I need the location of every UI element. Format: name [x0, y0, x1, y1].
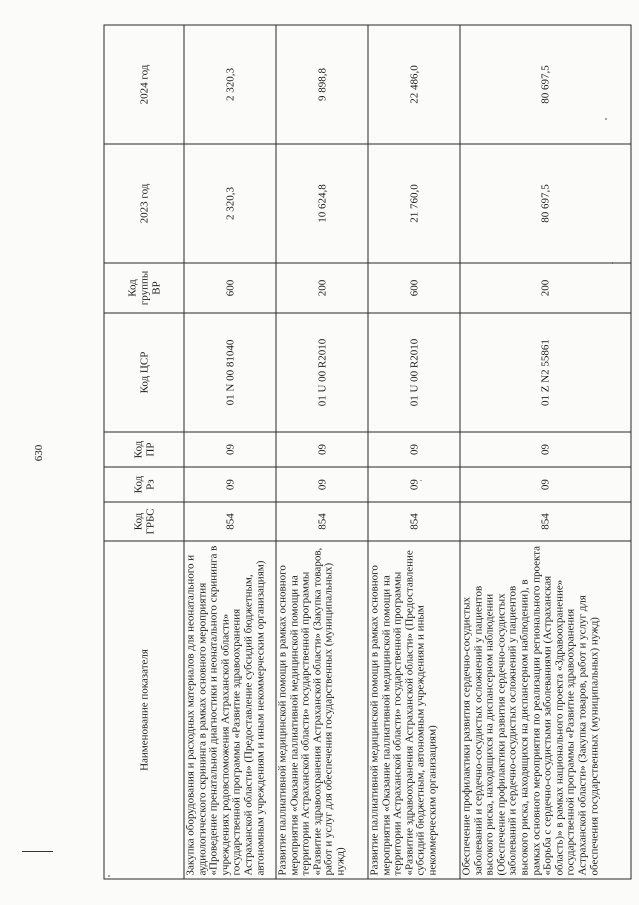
header-vr: Код группы ВР — [104, 263, 184, 313]
row-csr: 01 Z N2 55861 — [460, 313, 631, 432]
row-grbs: 854 — [460, 502, 631, 541]
row-csr: 01 N 00 81040 — [184, 313, 276, 432]
row-grbs: 854 — [276, 502, 368, 541]
row-vr: 600 — [184, 263, 276, 313]
table-row — [184, 25, 276, 879]
header-name: Наименование показателя — [104, 541, 184, 879]
row-name: Обеспечение профилактики развития сердечно-сосудистых заболеваний и сердечно-сосудистых осложнений у пациентов высокого риска, находящихся на диспансерном наблюдении (Обеспечение профилактики развития сердечно-сосудистых заболеваний и сердечно-сосудистых осложнений у пациентов высокого риска, находящихся на диспансерном наблюдении), в рамках основного мероприятия по реализации регионального проекта «Борьба с сердечно-сосудистыми заболеваниями (Астраханская область)» в рамках национального проекта «Здравоохранение» государственной программы «Развитие здравоохранения Астраханской области» (Закупка товаров, работ и услуг для обеспечения государственных (муниципальных) нужд) — [460, 541, 631, 879]
header-2023: 2023 год — [104, 144, 184, 263]
row-rz: 09 — [460, 467, 631, 502]
row-2023: 10 624,8 — [276, 144, 368, 263]
row-rz: 09 — [368, 467, 460, 502]
row-grbs: 854 — [184, 502, 276, 541]
row-vr: 600 — [368, 263, 460, 313]
header-rz: Код Рз — [104, 467, 184, 502]
row-rz: 09 — [184, 467, 276, 502]
row-2023: 80 697,5 — [460, 144, 631, 263]
row-grbs: 854 — [368, 502, 460, 541]
row-2024: 80 697,5 — [460, 25, 631, 144]
row-2024: 22 486,0 — [368, 25, 460, 144]
page-number: 630 — [33, 444, 45, 462]
row-name: Развитие паллиативной медицинской помощи в рамках основного мероприятия «Оказание паллиативной медицинской помощи на территории Астраханской области» государственной программы «Развитие здравоохранения Астраханской области» (Предоставление субсидий бюджетным, автономным учреждениям и иным некоммерческим организациям) — [368, 541, 460, 879]
row-csr: 01 U 00 R2010 — [276, 313, 368, 432]
table-row — [276, 25, 368, 879]
header-csr: Код ЦСР — [104, 313, 184, 432]
table-header-row — [104, 25, 184, 879]
row-2023: 21 760,0 — [368, 144, 460, 263]
row-pr: 09 — [184, 432, 276, 467]
row-rz: 09 — [276, 467, 368, 502]
table-row — [460, 25, 631, 879]
rotated-table-wrapper — [103, 25, 629, 880]
footnote-rule — [22, 851, 53, 852]
header-pr: Код ПР — [104, 432, 184, 467]
row-2024: 2 320,3 — [184, 25, 276, 144]
row-vr: 200 — [276, 263, 368, 313]
row-2024: 9 898,8 — [276, 25, 368, 144]
row-csr: 01 U 00 R2010 — [368, 313, 460, 432]
row-pr: 09 — [460, 432, 631, 467]
row-vr: 200 — [460, 263, 631, 313]
row-2023: 2 320,3 — [184, 144, 276, 263]
header-2024: 2024 год — [104, 25, 184, 144]
budget-table — [103, 25, 631, 880]
row-pr: 09 — [368, 432, 460, 467]
row-name: Развитие паллиативной медицинской помощи в рамках основного мероприятия «Оказание паллиативной медицинской помощи на территории Астраханской области» государственной программы «Развитие здравоохранения Астраханской области» (Закупка товаров, работ и услуг для обеспечения государственных (муниципальных) нужд) — [276, 541, 368, 879]
row-pr: 09 — [276, 432, 368, 467]
row-name: Закупка оборудования и расходных материалов для неонатального и аудиологического скрининга в рамках основного мероприятия «Проведение пренатальной диагностики и неонатального скрининга в учреждениях родовспоможения Астраханской области» государственной программы «Развитие здравоохранения Астраханской области» (Предоставление субсидий бюджетным, автономным учреждениям и иным некоммерческим организациям) — [184, 541, 276, 879]
table-row — [368, 25, 460, 879]
header-grbs: Код ГРБС — [104, 502, 184, 541]
